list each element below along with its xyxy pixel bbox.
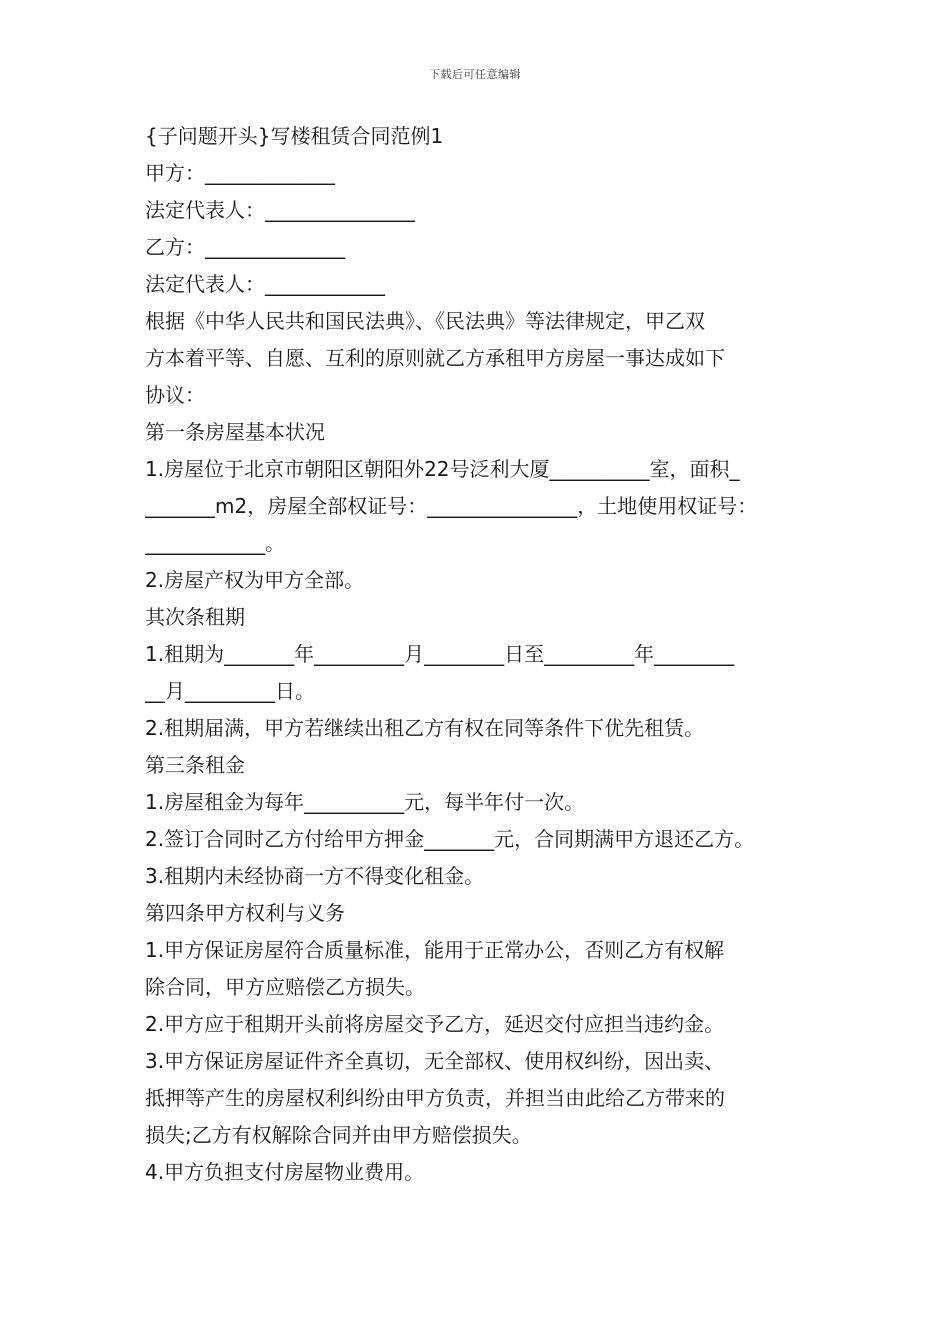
section-heading: 第一条房屋基本状况 xyxy=(145,420,325,444)
document-title: {子问题开头}写楼租赁合同范例1 xyxy=(145,124,444,148)
section-heading: 其次条租期 xyxy=(145,605,245,629)
clause-line: 损失;乙方有权解除合同并由甲方赔偿损失。 xyxy=(145,1123,532,1147)
clause-line: 1.房屋租金为每年__________元，每半年付一次。 xyxy=(145,790,585,814)
section-heading: 第三条租金 xyxy=(145,753,245,777)
clause-line: ____________。 xyxy=(145,531,285,555)
clause-line: _______m2，房屋全部权证号：_______________，土地使用权证号： xyxy=(145,494,758,518)
clause-line: 2.租期届满，甲方若继续出租乙方有权在同等条件下优先租赁。 xyxy=(145,716,705,740)
preamble-line: 方本着平等、自愿、互利的原则就乙方承租甲方房屋一事达成如下 xyxy=(145,346,725,370)
party-b-representative-line: 法定代表人：____________ xyxy=(145,272,385,296)
clause-line: 除合同，甲方应赔偿乙方损失。 xyxy=(145,975,425,999)
party-a-line: 甲方：_____________ xyxy=(145,161,335,185)
clause-line: 3.租期内未经协商一方不得变化租金。 xyxy=(145,864,485,888)
clause-line: 1.房屋位于北京市朝阳区朝阳外22号泛利大厦__________室，面积_ xyxy=(145,457,740,481)
clause-line: 3.甲方保证房屋证件齐全真切，无全部权、使用权纠纷，因出卖、 xyxy=(145,1049,725,1073)
clause-line: 抵押等产生的房屋权利纠纷由甲方负责，并担当由此给乙方带来的 xyxy=(145,1086,725,1110)
clause-line: 1.甲方保证房屋符合质量标准，能用于正常办公，否则乙方有权解 xyxy=(145,938,725,962)
preamble-line: 协议： xyxy=(145,383,205,407)
page-header: 下载后可任意编辑 xyxy=(429,68,521,81)
party-b-line: 乙方：______________ xyxy=(145,235,345,259)
clause-line: 2.房屋产权为甲方全部。 xyxy=(145,568,365,592)
clause-line: __月_________日。 xyxy=(145,679,315,703)
party-a-representative-line: 法定代表人：_______________ xyxy=(145,198,415,222)
section-heading: 第四条甲方权利与义务 xyxy=(145,901,345,925)
document-body xyxy=(145,118,825,1191)
clause-line: 2.签订合同时乙方付给甲方押金_______元，合同期满甲方退还乙方。 xyxy=(145,827,755,851)
clause-line: 2.甲方应于租期开头前将房屋交予乙方，延迟交付应担当违约金。 xyxy=(145,1012,725,1036)
clause-line: 4.甲方负担支付房屋物业费用。 xyxy=(145,1160,425,1184)
preamble-line: 根据《中华人民共和国民法典》、《民法典》等法律规定，甲乙双 xyxy=(145,309,705,333)
clause-line: 1.租期为_______年_________月________日至_________年________ xyxy=(145,642,735,666)
